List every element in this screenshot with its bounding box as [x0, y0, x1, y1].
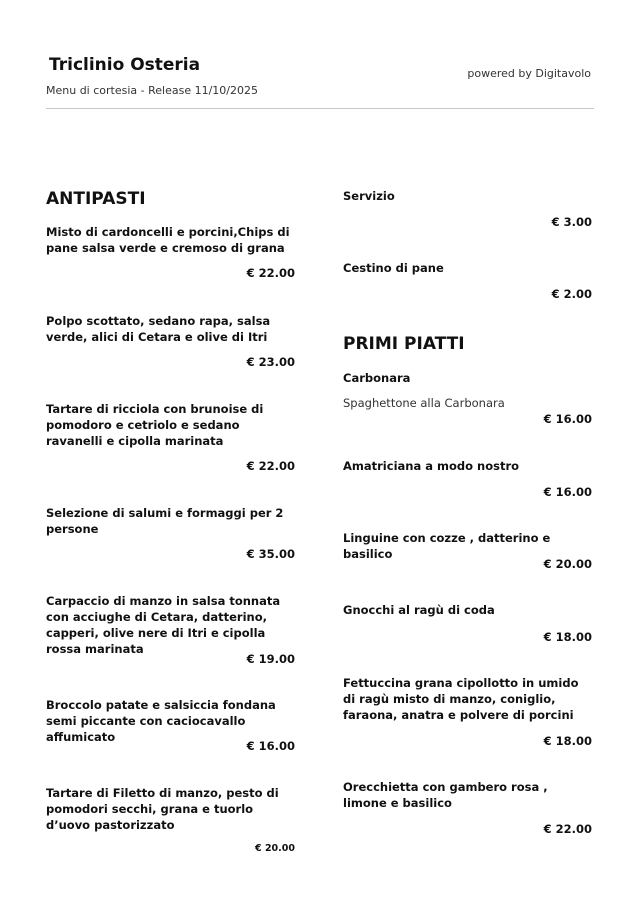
item-name: Gnocchi al ragù di coda	[343, 603, 495, 617]
item-price: € 22.00	[246, 266, 295, 280]
item-price: € 3.00	[551, 215, 592, 229]
item-name: Polpo scottato, sedano rapa, salsa verde, alici di Cetara e olive di Itri	[46, 314, 271, 344]
item-price: € 35.00	[246, 547, 295, 561]
item-name: Servizio	[343, 189, 395, 203]
item-price: € 16.00	[246, 739, 295, 753]
item-description: Spaghettone alla Carbonara	[343, 396, 505, 410]
menu-item	[46, 313, 295, 345]
item-price: € 19.00	[246, 652, 295, 666]
menu-release-subtitle: Menu di cortesia - Release 11/10/2025	[46, 84, 258, 97]
menu-item	[343, 370, 592, 411]
item-price: € 2.00	[551, 287, 592, 301]
item-price: € 20.00	[543, 557, 592, 571]
extra-item	[343, 188, 592, 204]
item-name: Fettuccina grana cipollotto in umido di ragù misto di manzo, coniglio, faraona, anatra e polvere di porcini	[343, 676, 579, 722]
item-name: Amatriciana a modo nostro	[343, 459, 520, 473]
item-name: Broccolo patate e salsiccia fondana semi piccante con caciocavallo affumicato	[46, 698, 276, 744]
item-name: Carbonara	[343, 371, 411, 385]
section-title-antipasti: ANTIPASTI	[46, 189, 146, 209]
item-price: € 20.00	[255, 843, 295, 854]
item-name: Tartare di Filetto di manzo, pesto di pomodori secchi, grana e tuorlo d’uovo pastorizzato	[46, 786, 279, 832]
restaurant-title: Triclinio Osteria	[49, 55, 201, 75]
item-price: € 22.00	[543, 822, 592, 836]
powered-by-label: powered by Digitavolo	[467, 67, 591, 80]
menu-item	[343, 779, 592, 811]
section-title-primi-piatti: PRIMI PIATTI	[343, 334, 465, 354]
menu-item	[46, 593, 295, 657]
item-price: € 16.00	[543, 412, 592, 426]
item-name: Cestino di pane	[343, 261, 444, 275]
extra-item	[343, 260, 592, 276]
menu-item	[343, 675, 592, 723]
item-price: € 22.00	[246, 459, 295, 473]
item-name: Misto di cardoncelli e porcini,Chips di pane salsa verde e cremoso di grana	[46, 225, 290, 255]
item-price: € 18.00	[543, 630, 592, 644]
menu-item	[46, 785, 295, 833]
item-name: Carpaccio di manzo in salsa tonnata con acciughe di Cetara, datterino, capperi, olive nere di Itri e cipolla rossa marinata	[46, 594, 281, 656]
item-price: € 18.00	[543, 734, 592, 748]
item-price: € 23.00	[246, 355, 295, 369]
menu-item	[46, 505, 295, 537]
menu-item	[343, 602, 592, 618]
item-price: € 16.00	[543, 485, 592, 499]
menu-item	[46, 224, 295, 256]
menu-item	[46, 697, 295, 745]
item-name: Linguine con cozze , datterino e basilico	[343, 531, 551, 561]
menu-item	[343, 458, 592, 474]
item-name: Selezione di salumi e formaggi per 2 persone	[46, 506, 284, 536]
item-name: Orecchietta con gambero rosa , limone e basilico	[343, 780, 548, 810]
menu-item	[46, 401, 295, 449]
page-header	[46, 0, 594, 109]
item-name: Tartare di ricciola con brunoise di pomodoro e cetriolo e sedano ravanelli e cipolla marinata	[46, 402, 264, 448]
